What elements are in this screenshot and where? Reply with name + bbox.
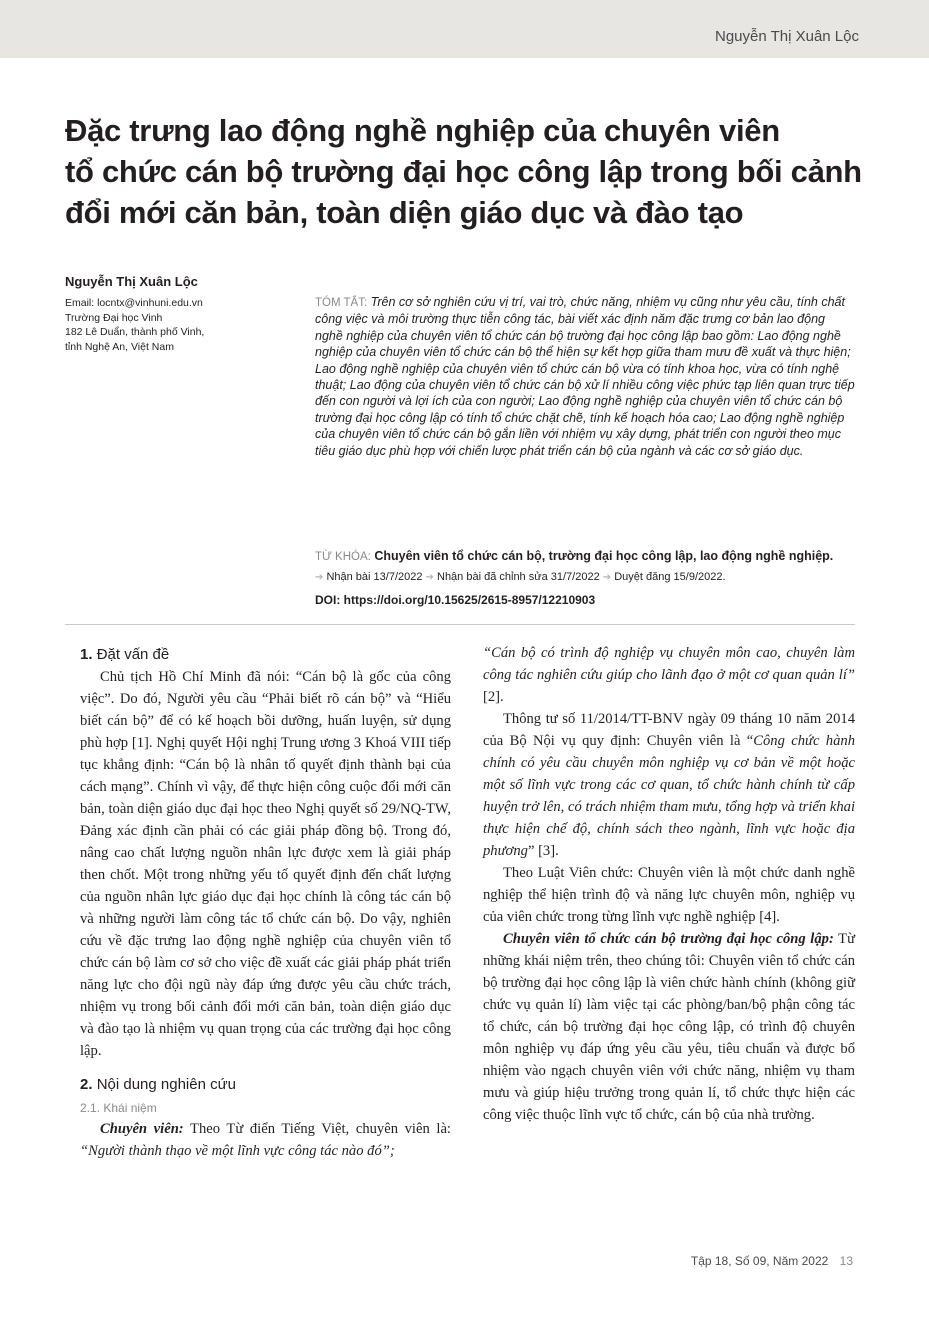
keywords-label: TỪ KHÓA:: [315, 551, 371, 563]
abstract: [315, 294, 855, 459]
quote: “Cán bộ có trình độ nghiệp vụ chuyên môn cao, chuyên làm công tác nghiên cứu giúp cho lãnh đạo ở một cơ quan quản lí”: [483, 645, 855, 683]
doi-link[interactable]: DOI: https://doi.org/10.15625/2615-8957/12210903: [315, 593, 596, 607]
page-header-bar: [0, 0, 929, 58]
arrow-right-icon: ➔: [602, 572, 612, 583]
paragraph: Chuyên viên tổ chức cán bộ trường đại học công lập: Từ những khái niệm trên, theo chúng tôi: Chuyên viên tổ chức cán bộ trường đại học công lập là viên chức hành chính (không giữ chức vụ quản lí) làm việc tại các phòng/ban/bộ phận công tác tổ chức, cán bộ trường đại học công lập, có trình độ chuyên môn nghiệp vụ đáp ứng yêu cầu yêu, tiêu chuẩn và được bổ nhiệm vào ngạch chuyên viên với chức năng, nhiệm vụ tham mưu và giúp hiệu trưởng trong quản lí, tổ chức thực hiện các công việc thuộc lĩnh vực tổ chức, cán bộ của nhà trường.: [483, 931, 855, 1123]
quote: “Người thành thạo về một lĩnh vực công tác nào đó”;: [80, 1143, 395, 1159]
keywords-text: Chuyên viên tổ chức cán bộ, trường đại học công lập, lao động nghề nghiệp.: [374, 549, 834, 563]
term: Chuyên viên:: [100, 1121, 184, 1137]
running-header-author: Nguyễn Thị Xuân Lộc: [715, 28, 859, 45]
author-institution: Trường Đại học Vinh: [65, 311, 163, 324]
section-heading-2: [80, 1074, 451, 1096]
page-footer: [691, 1254, 853, 1268]
date-accepted: Duyệt đăng 15/9/2022.: [614, 571, 726, 583]
author-name: Nguyễn Thị Xuân Lộc: [65, 274, 198, 289]
quote: Công chức hành chính có yêu cầu chuyên môn nghiệp vụ cơ bản về một hoặc một số lĩnh vực trong các cơ quan, tổ chức hành chính từ cấp huyện trở lên, có trách nhiệm tham mưu, tổng hợp và triển khai thực hiện chế độ, chính sách theo ngành, lĩnh vực hoặc địa phương: [483, 733, 855, 859]
keywords: [315, 549, 875, 563]
author-email: Email: locntx@vinhuni.edu.vn: [65, 297, 203, 309]
date-revised: Nhận bài đã chỉnh sửa 31/7/2022: [437, 571, 600, 583]
article-dates: [315, 571, 726, 583]
section-number: 2.: [80, 1076, 93, 1093]
date-received: Nhận bài 13/7/2022: [326, 571, 423, 583]
paragraph: Thông tư số 11/2014/TT-BNV ngày 09 tháng 10 năm 2014 của Bộ Nội vụ quy định: Chuyên viên là “Công chức hành chính có yêu cầu chuyên môn nghiệp vụ cơ bản về một hoặc một số lĩnh vực trong các cơ quan, tổ chức hành chính từ cấp huyện trở lên, có trách nhiệm tham mưu, tổng hợp và triển khai thực hiện chế độ, chính sách theo ngành, lĩnh vực hoặc địa phương” [3].: [483, 711, 855, 859]
page-number: 13: [839, 1254, 853, 1268]
arrow-right-icon: ➔: [425, 572, 434, 583]
body-column-left: [80, 644, 451, 1162]
paragraph: Chuyên viên: Theo Từ điển Tiếng Việt, chuyên viên là: “Người thành thạo về một lĩnh vực công tác nào đó”;: [80, 1121, 451, 1159]
author-address-line-2: tỉnh Nghệ An, Việt Nam: [65, 340, 174, 353]
title-line-1: Đặc trưng lao động nghề nghiệp của chuyên viên: [65, 113, 780, 148]
paragraph: Chủ tịch Hồ Chí Minh đã nói: “Cán bộ là gốc của công việc”. Do đó, Người yêu cầu “Phải biết rõ cán bộ” và “Hiểu biết cán bộ” để có kế hoạch bồi dưỡng, huấn luyện, sử dụng phù hợp [1]. Nghị quyết Hội nghị Trung ương 3 Khoá VIII tiếp tục khẳng định: “Cán bộ là nhân tố quyết định thành bại của cách mạng”. Chính vì vậy, để thực hiện công cuộc đổi mới căn bản, toàn diện giáo dục đại học theo Nghị quyết số 29/NQ-TW, Đảng xác định cần phải có các giải pháp đồng bộ. Trong đó, nâng cao chất lượng nguồn nhân lực được xem là giải pháp then chốt. Một trong những yếu tố quyết định đến chất lượng của nguồn nhân lực giáo dục đại học chính là công tác cán bộ và những người làm công tác tổ chức cán bộ. Do vậy, nghiên cứu về đặc trưng lao động nghề nghiệp của chuyên viên tổ chức cán bộ làm cơ sở cho việc đề xuất các giải pháp phát triển năng lực cho đội ngũ này đáp ứng được yêu cầu chức trách, nhiệm vụ trong bối cảnh đổi mới căn bản, toàn diện giáo dục và đào tạo là nhiệm vụ quan trọng của các trường đại học công lập.: [80, 669, 451, 1059]
abstract-text: Trên cơ sở nghiên cứu vị trí, vai trò, chức năng, nhiệm vụ cũng như yêu cầu, tính chất công việc và môi trường thực tiễn công tác, bài viết xác định năm đặc trưng cơ bản lao động nghề nghiệp của chuyên viên tổ chức cán bộ trường đại học công lập bao gồm: Lao động nghề nghiệp của chuyên viên tổ chức cán bộ thể hiện sự kết hợp giữa tham mưu đề xuất và thực hiện; Lao động nghề nghiệp của chuyên viên tổ chức cán bộ vừa có tính khoa học, vừa có tính nghệ thuật; Lao động của chuyên viên tổ chức cán bộ xử lí nhiều công việc phức tạp liên quan trực tiếp đến con người và lợi ích của con người; Lao động nghề nghiệp của chuyên viên tổ chức cán bộ trường đại học công lập có tính tổ chức chặt chẽ, tính kế hoạch hóa cao; Lao động nghề nghiệp của chuyên viên tổ chức cán bộ gắn liền với nhiệm vụ xây dựng, phát triển con người theo mục tiêu giáo dục phù hợp với chiến lược phát triển cán bộ của ngành và các cơ sở giáo dục.: [315, 295, 855, 458]
paragraph: Theo Luật Viên chức: Chuyên viên là một chức danh nghề nghiệp thể hiện trình độ và năng lực chuyên môn, nghiệp vụ của viên chức trong từng lĩnh vực nghề nghiệp [4].: [483, 865, 855, 925]
section-number: 1.: [80, 646, 93, 663]
paragraph: “Cán bộ có trình độ nghiệp vụ chuyên môn cao, chuyên làm công tác nghiên cứu giúp cho lãnh đạo ở một cơ quan quản lí” [2].: [483, 645, 855, 705]
journal-issue: Tập 18, Số 09, Năm 2022: [690, 1254, 829, 1268]
section-title: Nội dung nghiên cứu: [96, 1076, 236, 1093]
section-divider: [65, 624, 855, 625]
title-line-2: tổ chức cán bộ trường đại học công lập trong bối cảnh: [65, 154, 862, 189]
subsection-heading: 2.1. Khái niệm: [80, 1101, 157, 1115]
author-affiliation: [65, 296, 204, 354]
section-title: Đặt vấn đề: [96, 646, 170, 663]
article-title: [65, 110, 865, 233]
author-address-line-1: 182 Lê Duẩn, thành phố Vinh,: [65, 326, 205, 338]
abstract-label: TÓM TẮT:: [315, 297, 368, 309]
arrow-right-icon: ➔: [315, 572, 324, 583]
section-heading-1: [80, 644, 451, 666]
term: Chuyên viên tổ chức cán bộ trường đại học công lập:: [503, 931, 834, 947]
title-line-3: đổi mới căn bản, toàn diện giáo dục và đào tạo: [65, 195, 744, 230]
body-column-right: [483, 642, 855, 1126]
